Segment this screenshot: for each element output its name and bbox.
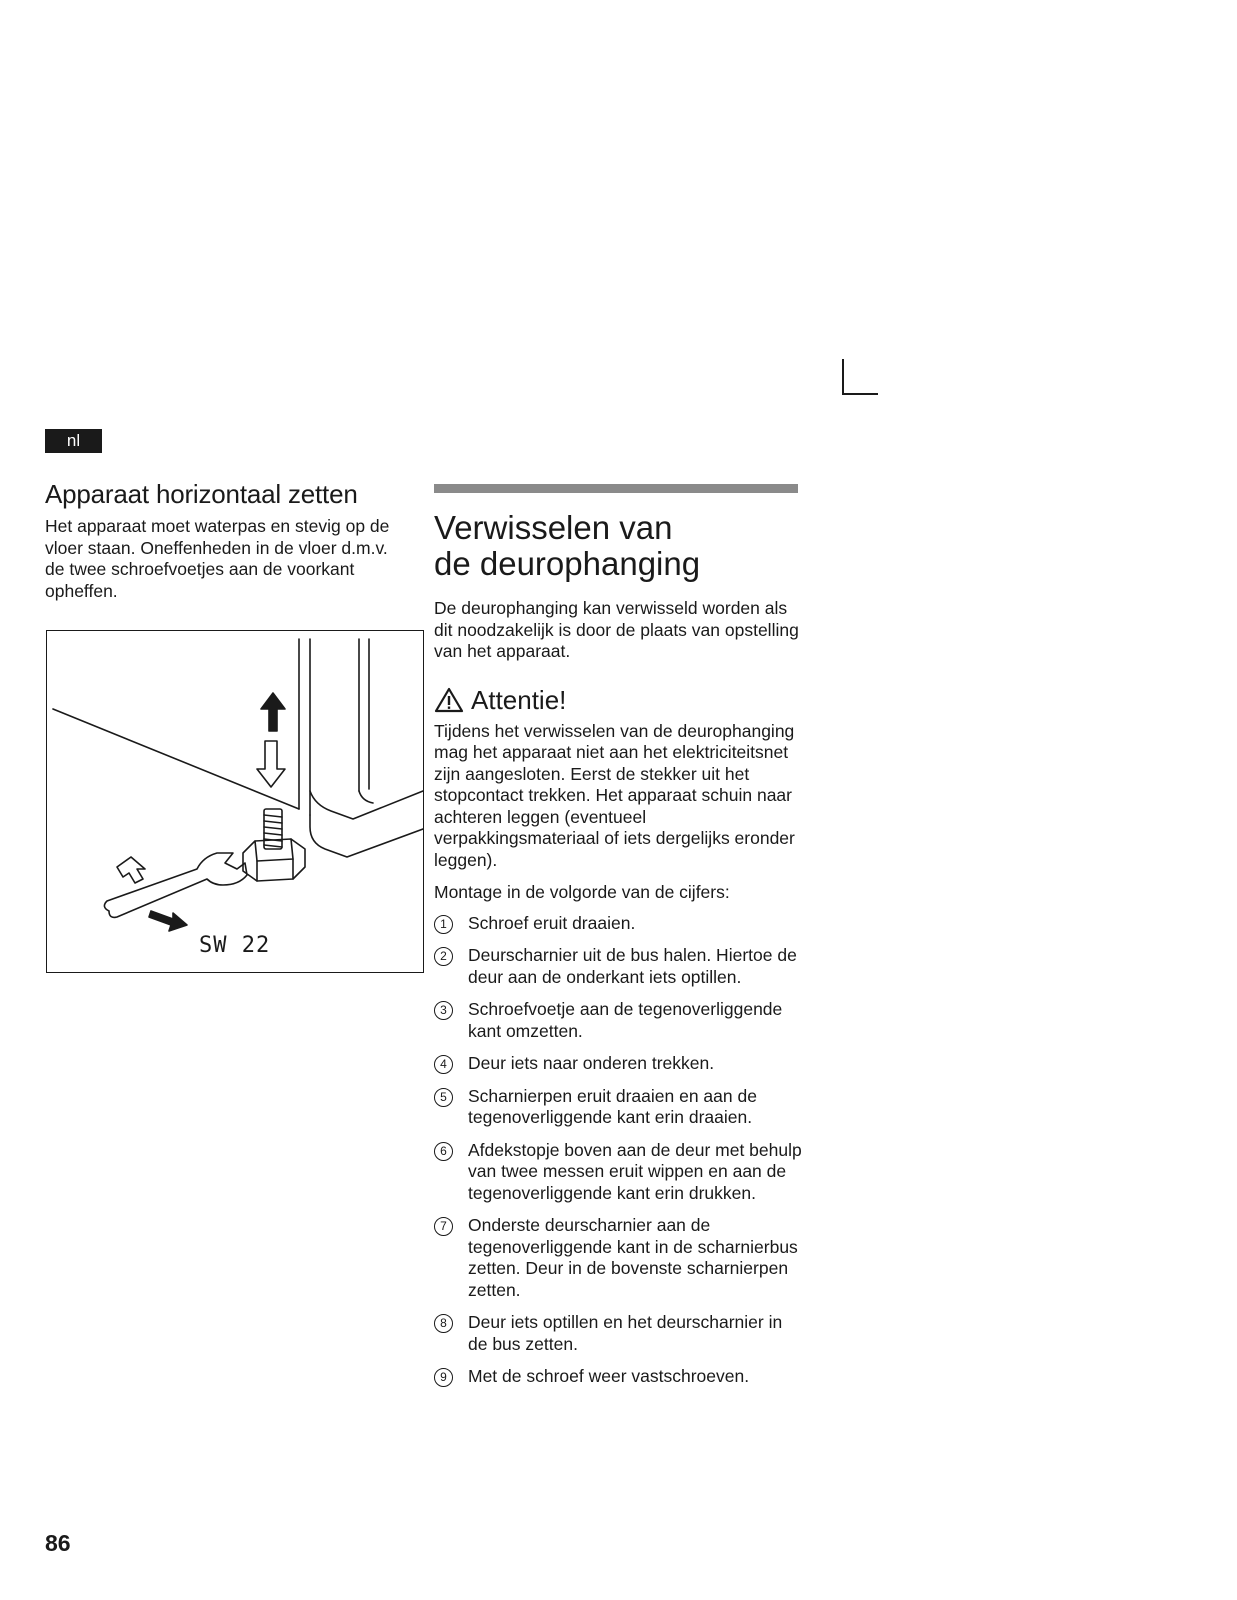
step-text: Onderste deurscharnier aan de tegenoverliggende kant in de scharnierbus zetten. Deur in de bovenste scharnierpen zetten.	[468, 1215, 798, 1300]
list-item	[434, 945, 806, 988]
crop-mark	[842, 359, 878, 395]
step-text: Deurscharnier uit de bus halen. Hiertoe de deur aan de onderkant iets optillen.	[468, 945, 797, 987]
steps-list	[434, 913, 806, 1388]
step-text: Met de schroef weer vastschroeven.	[468, 1366, 750, 1386]
step-number-circle: 2	[434, 947, 453, 966]
section-title-door-reversal	[434, 510, 806, 582]
step-number-circle: 1	[434, 915, 453, 934]
intro-text: De deurophanging kan verwisseld worden als dit noodzakelijk is door de plaats van opstelling van het apparaat.	[434, 598, 799, 661]
appliance-foot-drawing	[47, 631, 423, 972]
step-number-circle: 7	[434, 1217, 453, 1236]
language-badge: nl	[45, 429, 102, 453]
step-text: Deur iets naar onderen trekken.	[468, 1053, 715, 1073]
step-text: Scharnierpen eruit draaien en aan de tegenoverliggende kant erin draaien.	[468, 1085, 757, 1127]
leveling-text: Het apparaat moet waterpas en stevig op de vloer staan. Oneffenheden in de vloer d.m.v. de twee schroefvoetjes aan de voorkant opheffen.	[45, 516, 390, 601]
list-item	[434, 999, 806, 1042]
title-line-2: de deurophanging	[434, 545, 701, 582]
list-item	[434, 1366, 806, 1388]
step-number-circle: 3	[434, 1001, 453, 1020]
step-text: Deur iets optillen en het deurscharnier in de bus zetten.	[468, 1312, 783, 1354]
step-number-circle: 5	[434, 1088, 453, 1107]
step-text: Schroef eruit draaien.	[468, 912, 636, 933]
leveling-illustration	[46, 630, 424, 973]
step-text: Schroefvoetje aan de tegenoverliggende kant omzetten.	[468, 999, 783, 1041]
list-item	[434, 913, 806, 935]
left-column	[45, 478, 410, 602]
list-item	[434, 1312, 806, 1355]
warning-heading	[434, 683, 806, 717]
warning-triangle-icon	[434, 687, 464, 713]
section-title-leveling: Apparaat horizontaal zetten	[45, 479, 358, 509]
page-number: 86	[45, 1530, 71, 1556]
step-number-circle: 9	[434, 1368, 453, 1387]
list-item	[434, 1086, 806, 1129]
wrench-size-label: SW 22	[199, 933, 271, 958]
step-number-circle: 8	[434, 1314, 453, 1333]
right-column	[434, 484, 806, 1399]
list-item	[434, 1053, 806, 1075]
step-number-circle: 6	[434, 1142, 453, 1161]
step-text: Afdekstopje boven aan de deur met behulp van twee messen eruit wippen en aan de tegenoverliggende kant erin drukken.	[468, 1139, 802, 1203]
list-item	[434, 1140, 806, 1205]
list-item	[434, 1215, 806, 1301]
warning-text: Tijdens het verwisselen van de deurophanging mag het apparaat niet aan het elektriciteitsnet zijn aangesloten. Eerst de stekker uit het stopcontact trekken. Het apparaat schuin naar achteren leggen (eventueel verpakkingsmateriaal of iets dergelijks eronder leggen).	[434, 720, 795, 870]
warning-title: Attentie!	[471, 684, 567, 715]
section-rule	[434, 484, 798, 493]
title-line-1: Verwisselen van	[434, 509, 673, 546]
steps-intro: Montage in de volgorde van de cijfers:	[434, 882, 730, 902]
step-number-circle: 4	[434, 1055, 453, 1074]
